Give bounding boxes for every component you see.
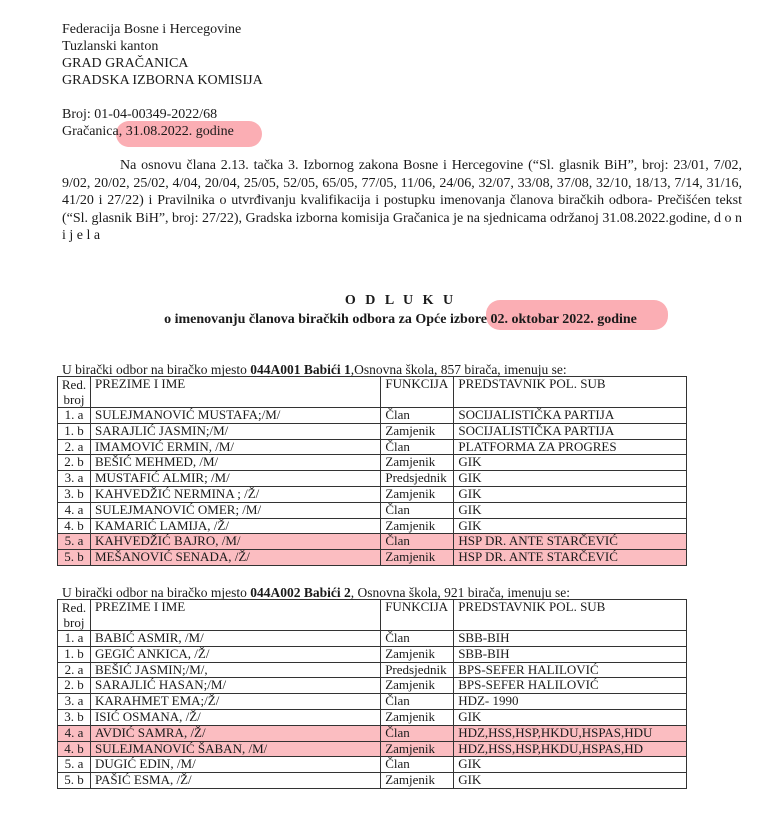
member-function: Predsjednik <box>381 662 454 678</box>
member-function: Zamjenik <box>381 741 454 757</box>
member-function: Zamjenik <box>381 518 454 534</box>
table-row <box>58 408 687 424</box>
column-header-red-broj: Red. broj <box>58 600 91 631</box>
member-function: Zamjenik <box>381 709 454 725</box>
caption-text: U birački odbor na biračko mjesto <box>62 362 251 377</box>
member-function: Član <box>381 631 454 647</box>
member-function: Član <box>381 725 454 741</box>
member-name: DUGIĆ EDIN, /M/ <box>90 757 380 773</box>
row-number: 4. b <box>58 741 91 757</box>
member-name: KAMARIĆ LAMIJA, /Ž/ <box>90 518 380 534</box>
row-number: 4. a <box>58 725 91 741</box>
member-name: MEŠANOVIĆ SENADA, /Ž/ <box>90 550 380 566</box>
document-header <box>62 21 263 89</box>
row-number: 3. a <box>58 471 91 487</box>
member-party: SOCIJALISTIČKA PARTIJA <box>454 423 687 439</box>
table-row <box>58 502 687 518</box>
member-function: Član <box>381 408 454 424</box>
member-party: GIK <box>454 773 687 789</box>
table-row <box>58 486 687 502</box>
member-party: GIK <box>454 757 687 773</box>
member-party: BPS-SEFER HALILOVIĆ <box>454 662 687 678</box>
member-name: KAHVEDŽIĆ BAJRO, /M/ <box>90 534 380 550</box>
table-row <box>58 662 687 678</box>
table-row-highlighted <box>58 741 687 757</box>
intro-paragraph: Na osnovu člana 2.13. tačka 3. Izbornog zakona Bosne i Hercegovine (“Sl. glasnik BiH”, broj: 23/01, 7/02, 9/02, 20/02, 25/02, 4/04, 20/04, 25/05, 52/05, 65/05, 77/05, 11/06, 24/06, 32/07, 33/08, 37/08, 32/10, 18/13, 7/14, 31/16, 41/20 i 27/22) i Pravilnika o utvrđivanju kvalifikacija i postupku imenovanja članova biračkih odbora- Prečišćen tekst (“Sl. glasnik BiH”, broj: 27/22), Gradska izborna komisija Gračanica je na sjednicama održanoj 31.08.2022.godine, d o n i j e l a <box>62 158 742 243</box>
header-commission: GRADSKA IZBORNA KOMISIJA <box>62 73 263 88</box>
polling-station-code: 044A001 Babići 1 <box>250 362 351 377</box>
caption-details: , Osnovna škola, 921 birača, imenuju se: <box>350 585 571 600</box>
member-function: Zamjenik <box>381 678 454 694</box>
member-party: HDZ- 1990 <box>454 694 687 710</box>
decision-subtitle <box>0 310 781 330</box>
member-party: PLATFORMA ZA PROGRES <box>454 439 687 455</box>
table-row <box>58 694 687 710</box>
table-row <box>58 471 687 487</box>
member-name: PAŠIĆ ESMA, /Ž/ <box>90 773 380 789</box>
member-party: SBB-BIH <box>454 631 687 647</box>
member-party: HSP DR. ANTE STARČEVIĆ <box>454 550 687 566</box>
decision-subtitle-date: 02. oktobar 2022. godine <box>490 312 637 327</box>
member-name: SULEJMANOVIĆ MUSTAFA;/M/ <box>90 408 380 424</box>
column-header-function: FUNKCIJA <box>381 377 454 408</box>
row-number: 1. b <box>58 423 91 439</box>
table-row <box>58 709 687 725</box>
row-number: 2. a <box>58 439 91 455</box>
caption-text: U birački odbor na biračko mjesto <box>62 585 251 600</box>
table-row <box>58 646 687 662</box>
decision-title-block <box>0 292 781 330</box>
member-party: GIK <box>454 518 687 534</box>
member-function: Član <box>381 439 454 455</box>
member-party: SBB-BIH <box>454 646 687 662</box>
table-row <box>58 439 687 455</box>
member-name: KARAHMET EMA;/Ž/ <box>90 694 380 710</box>
column-header-party: PREDSTAVNIK POL. SUB <box>454 600 687 631</box>
member-function: Predsjednik <box>381 471 454 487</box>
member-function: Zamjenik <box>381 455 454 471</box>
member-function: Zamjenik <box>381 773 454 789</box>
member-party: GIK <box>454 455 687 471</box>
member-name: SULEJMANOVIĆ ŠABAN, /M/ <box>90 741 380 757</box>
row-number: 3. b <box>58 709 91 725</box>
member-name: SARAJLIĆ JASMIN;/M/ <box>90 423 380 439</box>
decision-title: O D L U K U <box>344 293 457 308</box>
member-party: HDZ,HSS,HSP,HKDU,HSPAS,HD <box>454 741 687 757</box>
column-header-red-broj: Red. broj <box>58 377 91 408</box>
row-number: 4. b <box>58 518 91 534</box>
member-name: IMAMOVIĆ ERMIN, /M/ <box>90 439 380 455</box>
member-name: BEŠIĆ JASMIN;/M/, <box>90 662 380 678</box>
member-function: Član <box>381 502 454 518</box>
member-function: Zamjenik <box>381 486 454 502</box>
member-party: GIK <box>454 486 687 502</box>
row-number: 5. b <box>58 773 91 789</box>
table-row-highlighted <box>58 725 687 741</box>
member-name: SARAJLIĆ HASAN;/M/ <box>90 678 380 694</box>
table-header-row <box>58 600 687 631</box>
row-number: 5. b <box>58 550 91 566</box>
member-party: HSP DR. ANTE STARČEVIĆ <box>454 534 687 550</box>
decision-subtitle-text: o imenovanju članova biračkih odbora za Opće izbore <box>164 312 491 327</box>
table-row <box>58 455 687 471</box>
header-federation: Federacija Bosne i Hercegovine <box>62 22 242 37</box>
row-number: 2. a <box>58 662 91 678</box>
member-function: Član <box>381 694 454 710</box>
column-header-name: PREZIME I IME <box>90 600 380 631</box>
row-number: 2. b <box>58 678 91 694</box>
document-meta <box>62 106 234 140</box>
member-name: ISIĆ OSMANA, /Ž/ <box>90 709 380 725</box>
row-number: 1. a <box>58 408 91 424</box>
row-number: 5. a <box>58 757 91 773</box>
row-number: 4. a <box>58 502 91 518</box>
document-place: Gračanica, <box>62 124 123 139</box>
member-party: HDZ,HSS,HSP,HKDU,HSPAS,HDU <box>454 725 687 741</box>
table-row <box>58 773 687 789</box>
table-row <box>58 518 687 534</box>
column-header-function: FUNKCIJA <box>381 600 454 631</box>
row-number: 3. b <box>58 486 91 502</box>
member-party: GIK <box>454 471 687 487</box>
member-name: GEGIĆ ANKICA, /Ž/ <box>90 646 380 662</box>
member-function: Član <box>381 757 454 773</box>
row-number: 5. a <box>58 534 91 550</box>
row-number: 1. a <box>58 631 91 647</box>
member-function: Zamjenik <box>381 646 454 662</box>
member-name: AVDIĆ SAMRA, /Ž/ <box>90 725 380 741</box>
table-row <box>58 757 687 773</box>
polling-station-code: 044A002 Babići 2 <box>250 585 351 600</box>
header-city: GRAD GRAČANICA <box>62 56 189 71</box>
member-party: SOCIJALISTIČKA PARTIJA <box>454 408 687 424</box>
committee-table <box>57 599 687 789</box>
table-header-row <box>58 377 687 408</box>
member-function: Član <box>381 534 454 550</box>
table-row <box>58 678 687 694</box>
document-number: Broj: 01-04-00349-2022/68 <box>62 107 218 122</box>
document-date: 31.08.2022. godine <box>122 124 234 139</box>
member-name: BEŠIĆ MEHMED, /M/ <box>90 455 380 471</box>
member-name: SULEJMANOVIĆ OMER; /M/ <box>90 502 380 518</box>
member-party: GIK <box>454 709 687 725</box>
member-name: BABIĆ ASMIR, /M/ <box>90 631 380 647</box>
member-function: Zamjenik <box>381 423 454 439</box>
header-canton: Tuzlanski kanton <box>62 39 159 54</box>
table-row-highlighted <box>58 550 687 566</box>
member-party: GIK <box>454 502 687 518</box>
row-number: 2. b <box>58 455 91 471</box>
table-row <box>58 631 687 647</box>
caption-details: ,Osnovna škola, 857 birača, imenuju se: <box>350 362 567 377</box>
member-function: Zamjenik <box>381 550 454 566</box>
document-place-date <box>62 123 234 140</box>
column-header-party: PREDSTAVNIK POL. SUB <box>454 377 687 408</box>
table-row <box>58 423 687 439</box>
column-header-name: PREZIME I IME <box>90 377 380 408</box>
member-name: MUSTAFIĆ ALMIR; /M/ <box>90 471 380 487</box>
member-name: KAHVEDŽIĆ NERMINA ; /Ž/ <box>90 486 380 502</box>
table-row-highlighted <box>58 534 687 550</box>
row-number: 3. a <box>58 694 91 710</box>
member-party: BPS-SEFER HALILOVIĆ <box>454 678 687 694</box>
committee-table <box>57 376 687 566</box>
row-number: 1. b <box>58 646 91 662</box>
